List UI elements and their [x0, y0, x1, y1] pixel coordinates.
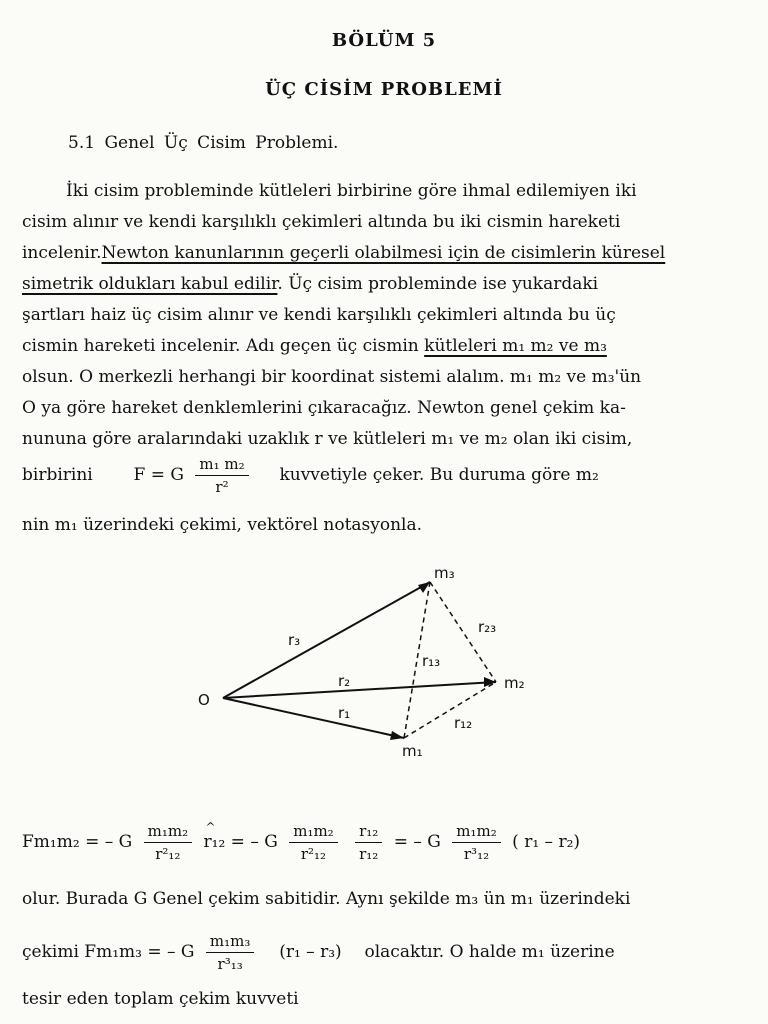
unit-vector-r12: ^ r₁₂ [204, 832, 226, 852]
paragraph-line: olsun. O merkezli herhangi bir koordinat sistemi alalım. m₁ m₂ ve m₃'ün [22, 367, 642, 387]
three-body-diagram [190, 560, 550, 780]
paragraph-line [22, 238, 746, 269]
paragraph-intro [22, 176, 746, 455]
underlined-text: kütleleri m₁ m₂ ve m₃ [424, 336, 607, 356]
equation-equals: = – G [230, 832, 278, 852]
m1-label: m₁ [402, 742, 423, 760]
fraction-numerator: m₁m₂ [452, 822, 500, 843]
fraction [289, 822, 337, 863]
r1-label: r₁ [338, 704, 351, 722]
m3-label: m₃ [434, 564, 455, 582]
fraction-denominator: r²₁₂ [300, 845, 327, 863]
section-heading: 5.1 Genel Üç Cisim Problemi. [68, 133, 339, 153]
equation-tail: (r₁ – r₃) [279, 942, 342, 962]
origin-label: O [198, 691, 210, 709]
text-run: çekimi [22, 942, 79, 962]
paragraph-line: cisim alınır ve kendi karşılıklı çekimleri altında bu iki cismin hareketi [22, 212, 621, 232]
r3-label: r₃ [288, 631, 301, 649]
m2-label: m₂ [504, 674, 525, 692]
text-run: cismin hareketi incelenir. Adı geçen üç cismin [22, 336, 425, 356]
paragraph-olur [22, 884, 746, 915]
paragraph-line [22, 269, 746, 300]
underlined-text: simetrik oldukları kabul edilir [22, 274, 278, 294]
fraction-numerator: r₁₂ [355, 822, 382, 843]
vector-r3 [223, 582, 430, 698]
paragraph-line: İki cisim probleminde kütleleri birbirine göre ihmal edilemiyen iki [66, 181, 637, 201]
paragraph-last [22, 984, 746, 1015]
fraction [206, 932, 254, 973]
text-run: kuvvetiyle çeker. Bu duruma göre m₂ [279, 465, 599, 485]
equation-equals: = – G [393, 832, 441, 852]
paragraph-line: O ya göre hareket denklemlerini çıkaracağız. Newton genel çekim ka- [22, 398, 626, 418]
fraction [144, 822, 192, 863]
r13-label: r₁₃ [422, 652, 441, 670]
paragraph-line: şartları haiz üç cisim alınır ve kendi karşılıklı çekimleri altında bu üç [22, 305, 616, 325]
text-run: incelenir. [22, 243, 102, 263]
text-run: birbirini [22, 465, 93, 485]
equation-tail: ( r₁ – r₂) [512, 832, 581, 852]
paragraph-vector-intro [22, 510, 746, 541]
fraction-denominator: r²₁₂ [155, 845, 181, 863]
paragraph-line: olur. Burada G Genel çekim sabitidir. Aynı şekilde m₃ ün m₁ üzerindeki [22, 889, 631, 909]
fraction-numerator: m₁m₂ [289, 822, 337, 843]
underlined-text: Newton kanunlarının geçerli olabilmesi için de cisimlerin küresel [101, 243, 666, 263]
fraction [452, 822, 500, 863]
chapter-label: BÖLÜM 5 [331, 30, 437, 51]
paragraph-line: nin m₁ üzerindeki çekimi, vektörel notasyonla. [22, 515, 423, 535]
line-r12 [404, 682, 496, 738]
fraction-denominator: r³₁₃ [217, 955, 243, 973]
paragraph-line: tesir eden toplam çekim kuvveti [22, 989, 299, 1009]
fraction [195, 455, 248, 496]
formula-lhs: F = G [133, 465, 184, 485]
fraction-denominator: r³₁₂ [463, 845, 490, 863]
fraction-numerator: m₁m₃ [206, 932, 254, 953]
vector-r2 [223, 682, 496, 698]
arrowhead-r1 [390, 731, 404, 740]
chapter-title: ÜÇ CİSİM PROBLEMİ [265, 79, 503, 100]
equation-lhs: Fm₁m₂ = – G [22, 832, 133, 852]
fraction [355, 822, 382, 863]
r2-label: r₂ [338, 672, 351, 690]
fraction-denominator: r² [215, 478, 229, 496]
text-run: olacaktır. O halde m₁ üzerine [364, 942, 615, 962]
fraction-denominator: r₁₂ [359, 845, 379, 863]
text-run: . Üç cisim probleminde ise yukardaki [277, 274, 599, 294]
equation-2 [22, 932, 752, 973]
force-law-line [22, 455, 599, 496]
r23-label: r₂₃ [478, 618, 497, 636]
vector-r1 [223, 698, 404, 738]
paragraph-line [22, 331, 746, 362]
paragraph-line: nununa göre aralarındaki uzaklık r ve kütleleri m₁ ve m₂ olan iki cisim, [22, 429, 633, 449]
r12-label: r₁₂ [454, 714, 473, 732]
fraction-numerator: m₁ m₂ [195, 455, 248, 476]
fraction-numerator: m₁m₂ [144, 822, 192, 843]
equation-1 [22, 822, 752, 863]
equation-lhs: Fm₁m₃ = – G [84, 942, 195, 962]
